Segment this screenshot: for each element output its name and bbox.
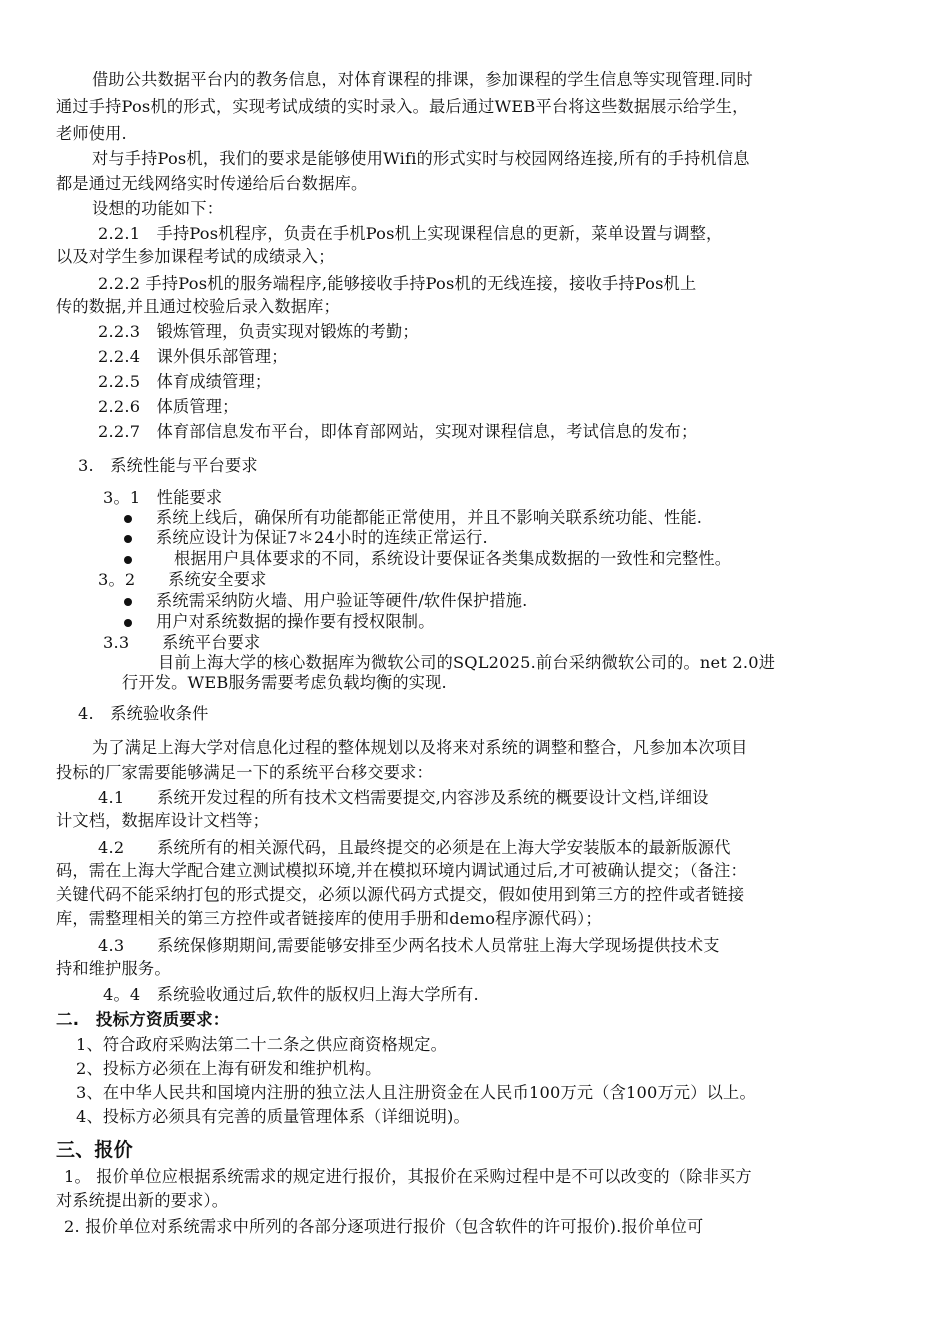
functions-intro: 设想的功能如下： (92, 199, 224, 218)
function-2-2-3: 2.2.3 锻炼管理，负责实现对锻炼的考勤； (98, 322, 419, 341)
qualification-item-4: 4、投标方必须具有完善的质量管理体系（详细说明)。 (76, 1107, 470, 1126)
section-3-heading: 3. 系统性能与平台要求 (78, 456, 258, 475)
acceptance-intro-line-2: 投标的厂家需要能够满足一下的系统平台移交要求： (56, 763, 433, 782)
platform-line-2: 行开发。WEB服务需要考虑负载均衡的实现. (122, 673, 447, 692)
function-2-2-5: 2.2.5 体育成绩管理； (98, 372, 272, 391)
function-2-2-6: 2.2.6 体质管理； (98, 397, 239, 416)
function-2-2-1-line-1: 2.2.1 手持Pos机程序，负责在手机Pos机上实现课程信息的更新，菜单设置与调整， (98, 224, 723, 243)
function-2-2-4: 2.2.4 课外俱乐部管理； (98, 347, 288, 366)
function-2-2-7: 2.2.7 体育部信息发布平台，即体育部网站，实现对课程信息，考试信息的发布； (98, 422, 698, 441)
bullet-icon (124, 515, 132, 523)
acceptance-4-1-line-1: 4.1 系统开发过程的所有技术文档需要提交,内容涉及系统的概要设计文档,详细设 (98, 788, 709, 807)
acceptance-intro-line-1: 为了满足上海大学对信息化过程的整体规划以及将来对系统的调整和整合，凡参加本次项目 (92, 738, 748, 757)
acceptance-4-2-line-3: 关键代码不能采纳打包的形式提交，必须以源代码方式提交，假如使用到第三方的控件或者链接 (56, 885, 745, 904)
perf-item-1: 系统上线后，确保所有功能都能正常使用，并且不影响关联系统功能、性能. (156, 508, 703, 527)
qualification-item-3: 3、在中华人民共和国境内注册的独立法人且注册资金在人民币100万元（含100万元）以上。 (76, 1083, 756, 1102)
bullet-icon (124, 535, 132, 543)
perf-item-3: 根据用户具体要求的不同，系统设计要保证各类集成数据的一致性和完整性。 (174, 549, 732, 568)
section-3-2-heading: 3。2 系统安全要求 (98, 570, 267, 589)
section-3-3-heading: 3.3 系统平台要求 (103, 633, 261, 652)
bullet-icon (124, 619, 132, 627)
qualification-item-2: 2、投标方必须在上海有研发和维护机构。 (76, 1059, 382, 1078)
function-2-2-1-line-2: 以及对学生参加课程考试的成绩录入； (56, 247, 335, 266)
security-item-2: 用户对系统数据的操作要有授权限制。 (156, 612, 435, 631)
pos-line-2: 都是通过无线网络实时传递给后台数据库。 (56, 174, 368, 193)
acceptance-4-4: 4。4 系统验收通过后,软件的版权归上海大学所有. (103, 985, 479, 1004)
pricing-heading: 三、报价 (56, 1139, 133, 1161)
intro-line-1: 借助公共数据平台内的教务信息，对体育课程的排课，参加课程的学生信息等实现管理.同时 (92, 70, 753, 89)
platform-line-1: 目前上海大学的核心数据库为微软公司的SQL2025.前台采纳微软公司的。net 2.0进 (158, 653, 776, 672)
qualification-item-1: 1、符合政府采购法第二十二条之供应商资格规定。 (76, 1035, 448, 1054)
section-4-heading: 4. 系统验收条件 (78, 704, 209, 723)
acceptance-4-3-line-1: 4.3 系统保修期期间,需要能够安排至少两名技术人员常驻上海大学现场提供技术支 (98, 936, 720, 955)
function-2-2-2-line-2: 传的数据,并且通过校验后录入数据库； (56, 297, 340, 316)
bullet-icon (124, 556, 132, 564)
perf-item-2: 系统应设计为保证7＊24小时的连续正常运行. (156, 528, 488, 547)
function-2-2-2-line-1: 2.2.2 手持Pos机的服务端程序,能够接收手持Pos机的无线连接，接收手持Pos机上 (98, 274, 697, 293)
section-3-1-heading: 3。1 性能要求 (103, 488, 223, 507)
intro-line-3: 老师使用. (56, 124, 127, 143)
pricing-item-1-line-1: 1。 报价单位应根据系统需求的规定进行报价，其报价在采购过程中是不可以改变的（除非买方 (64, 1167, 752, 1186)
acceptance-4-2-line-2: 码，需在上海大学配合建立测试模拟环境,并在模拟环境内调试通过后,才可被确认提交；（备注： (56, 861, 747, 880)
acceptance-4-2-line-4: 库，需整理相关的第三方控件或者链接库的使用手册和demo程序源代码）； (56, 909, 602, 928)
pricing-item-1-line-2: 对系统提出新的要求）。 (56, 1191, 229, 1210)
intro-line-2: 通过手持Pos机的形式，实现考试成绩的实时录入。最后通过WEB平台将这些数据展示给学生， (56, 97, 749, 116)
qualification-heading: 二. 投标方资质要求： (56, 1010, 230, 1029)
pricing-item-2: 2. 报价单位对系统需求中所列的各部分逐项进行报价（包含软件的许可报价).报价单位可 (64, 1217, 704, 1236)
pos-line-1: 对与手持Pos机，我们的要求是能够使用Wifi的形式实时与校园网络连接,所有的手持机信息 (92, 149, 750, 168)
acceptance-4-1-line-2: 计文档，数据库设计文档等； (56, 811, 270, 830)
acceptance-4-2-line-1: 4.2 系统所有的相关源代码，且最终提交的必须是在上海大学安装版本的最新版源代 (98, 838, 731, 857)
acceptance-4-3-line-2: 持和维护服务。 (56, 959, 171, 978)
security-item-1: 系统需采纳防火墙、用户验证等硬件/软件保护措施. (156, 591, 528, 610)
bullet-icon (124, 598, 132, 606)
